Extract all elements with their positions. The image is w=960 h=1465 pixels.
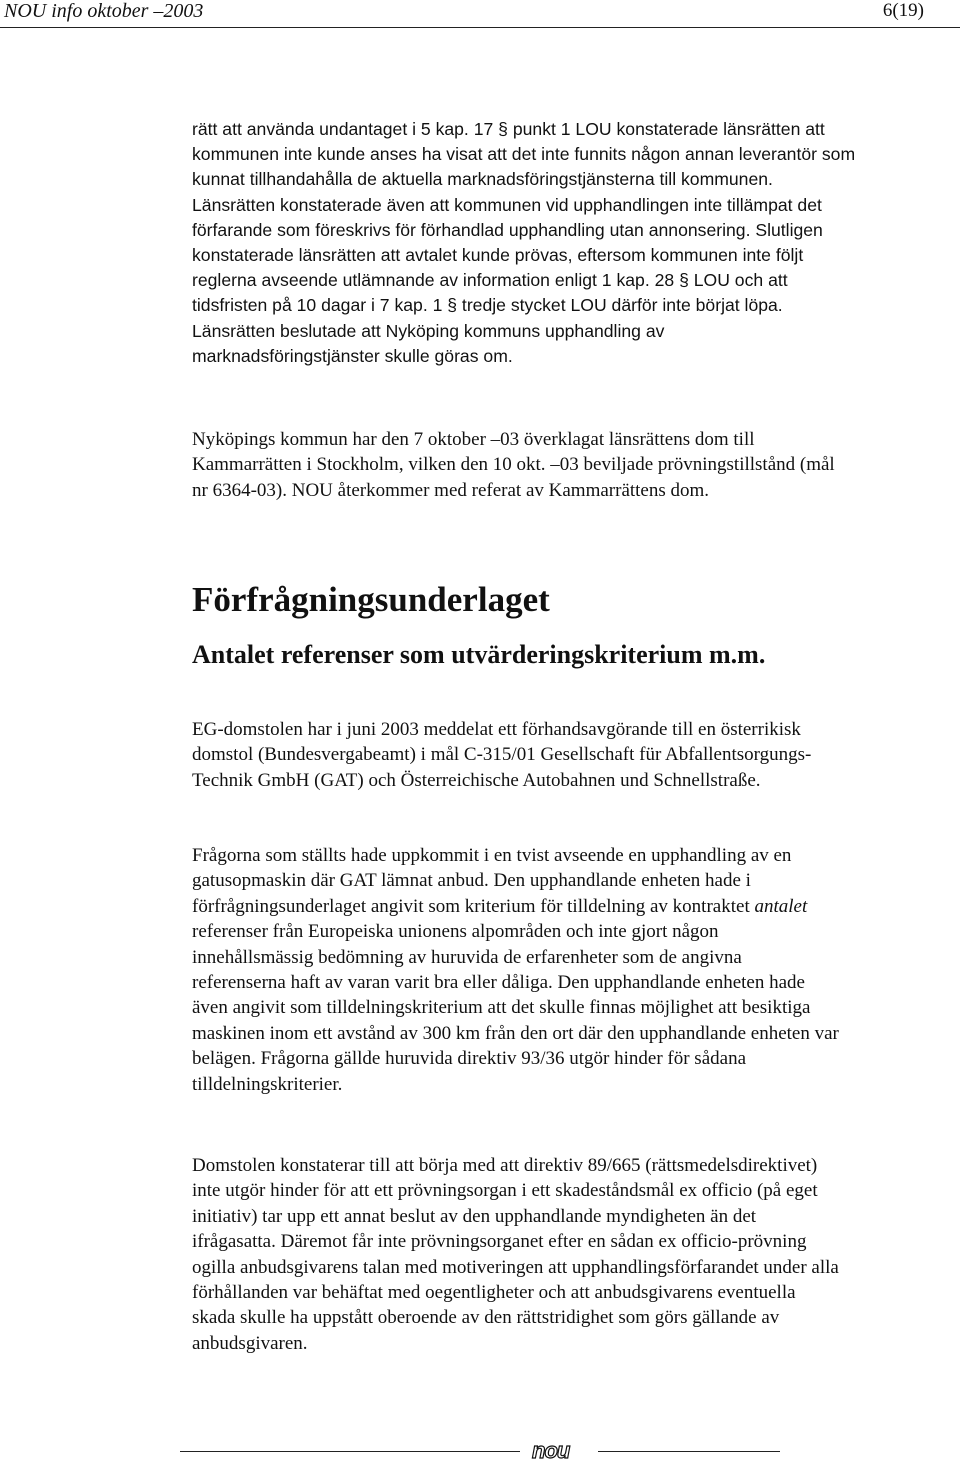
page-header: [0, 0, 960, 26]
footer-rule-left: [180, 1451, 520, 1452]
page-footer: [180, 1440, 780, 1462]
paragraph-eg-domstolen: [192, 717, 958, 793]
paragraph-text: [192, 843, 958, 1097]
paragraph-text-part: Frågorna som ställts hade uppkommit i en tvist avseende en upphandling av en gatusopmaskin där GAT lämnat anbud. Den upphandlande enheten hade i förfrågningsunderlaget angivit som kriterium för tilldelning av kontraktet: [192, 845, 792, 917]
section-subheading: Antalet referenser som utvärderingskriterium m.m.: [192, 640, 766, 669]
paragraph-appeal: [192, 427, 958, 503]
footer-rule-right: [598, 1451, 780, 1452]
paragraph-text: Domstolen konstaterar till att börja med att direktiv 89/665 (rättsmedelsdirektivet) inte utgör hinder för att ett prövningsorgan i ett skadeståndsmål ex officio (på eget initiativ) tar upp ett annat beslut av den upphandlande myndigheten än det ifrågasatta. Däremot får inte prövningsorganet efter en sådan ex officio-prövning ogilla anbudsgivarens talan med motiveringen att upphandlingsförfarandet under alla förhållanden var behäftat med oegentligheter och att anbudsgivarens eventuella skada skulle ha uppstått oberoende av den rättstridighet som görs gällande av anbudsgivaren.: [192, 1155, 839, 1354]
page-number: 6(19): [882, 0, 924, 21]
paragraph-text: Nyköpings kommun har den 7 oktober –03 överklagat länsrättens dom till Kammarrätten i Stockholm, vilken den 10 okt. –03 beviljade prövningstillstånd (mål nr 6364-03). NOU återkommer med referat av Kammarrättens dom.: [192, 429, 835, 501]
header-divider: [0, 27, 960, 28]
section-heading: Förfrågningsunderlaget: [192, 580, 550, 619]
paragraph-text-part: referenser från Europeiska unionens alpområden och inte gjort någon innehållsmässig bedömning av huruvida de erfarenheter som de angivna referenserna haft av varan varit bra eller dåliga. Den upphandlande enheten hade även angivit som tilldelningskriterium att det skulle finnas möjlighet att besiktiga maskinen inom ett avstånd av 300 km från den ort där den upphandlande enheten var belägen. Frågorna gällde huruvida direktiv 93/36 utgör hinder för sådana tilldelningskriterier.: [192, 921, 839, 1095]
paragraph-lansratten-ruling: [192, 117, 958, 369]
nou-logo: nou: [532, 1438, 570, 1463]
paragraph-fragorna: [192, 843, 958, 1097]
newsletter-title: NOU info oktober –2003: [4, 0, 204, 22]
paragraph-text: rätt att använda undantaget i 5 kap. 17 § punkt 1 LOU konstaterade länsrätten att kommunen inte kunde anses ha visat att det inte funnits någon annan leverantör som kunnat tillhandahålla de aktuella marknadsföringstjänsterna till kommunen. Länsrätten konstaterade även att kommunen vid upphandlingen inte tillämpat det förfarande som föreskrivs för förhandlad upphandling utan annonsering. Slutligen konstaterade länsrätten att avtalet kunde prövas, eftersom kommunen inte följt reglerna avseende utlämnande av information enligt 1 kap. 28 § LOU och att tidsfristen på 10 dagar i 7 kap. 1 § tredje stycket LOU därför inte börjat löpa. Länsrätten beslutade att Nyköping kommuns upphandling av marknadsföringstjänster skulle göras om.: [192, 119, 856, 366]
italic-term: antalet: [754, 895, 808, 917]
paragraph-text: EG-domstolen har i juni 2003 meddelat ett förhandsavgörande till en österrikisk domstol (Bundesvergabeamt) i mål C-315/01 Gesellschaft für Abfallentsorgungs- Technik GmbH (GAT) och Österreichische Autobahnen und Schnellstraße.: [192, 719, 812, 791]
paragraph-domstolen: [192, 1153, 958, 1356]
